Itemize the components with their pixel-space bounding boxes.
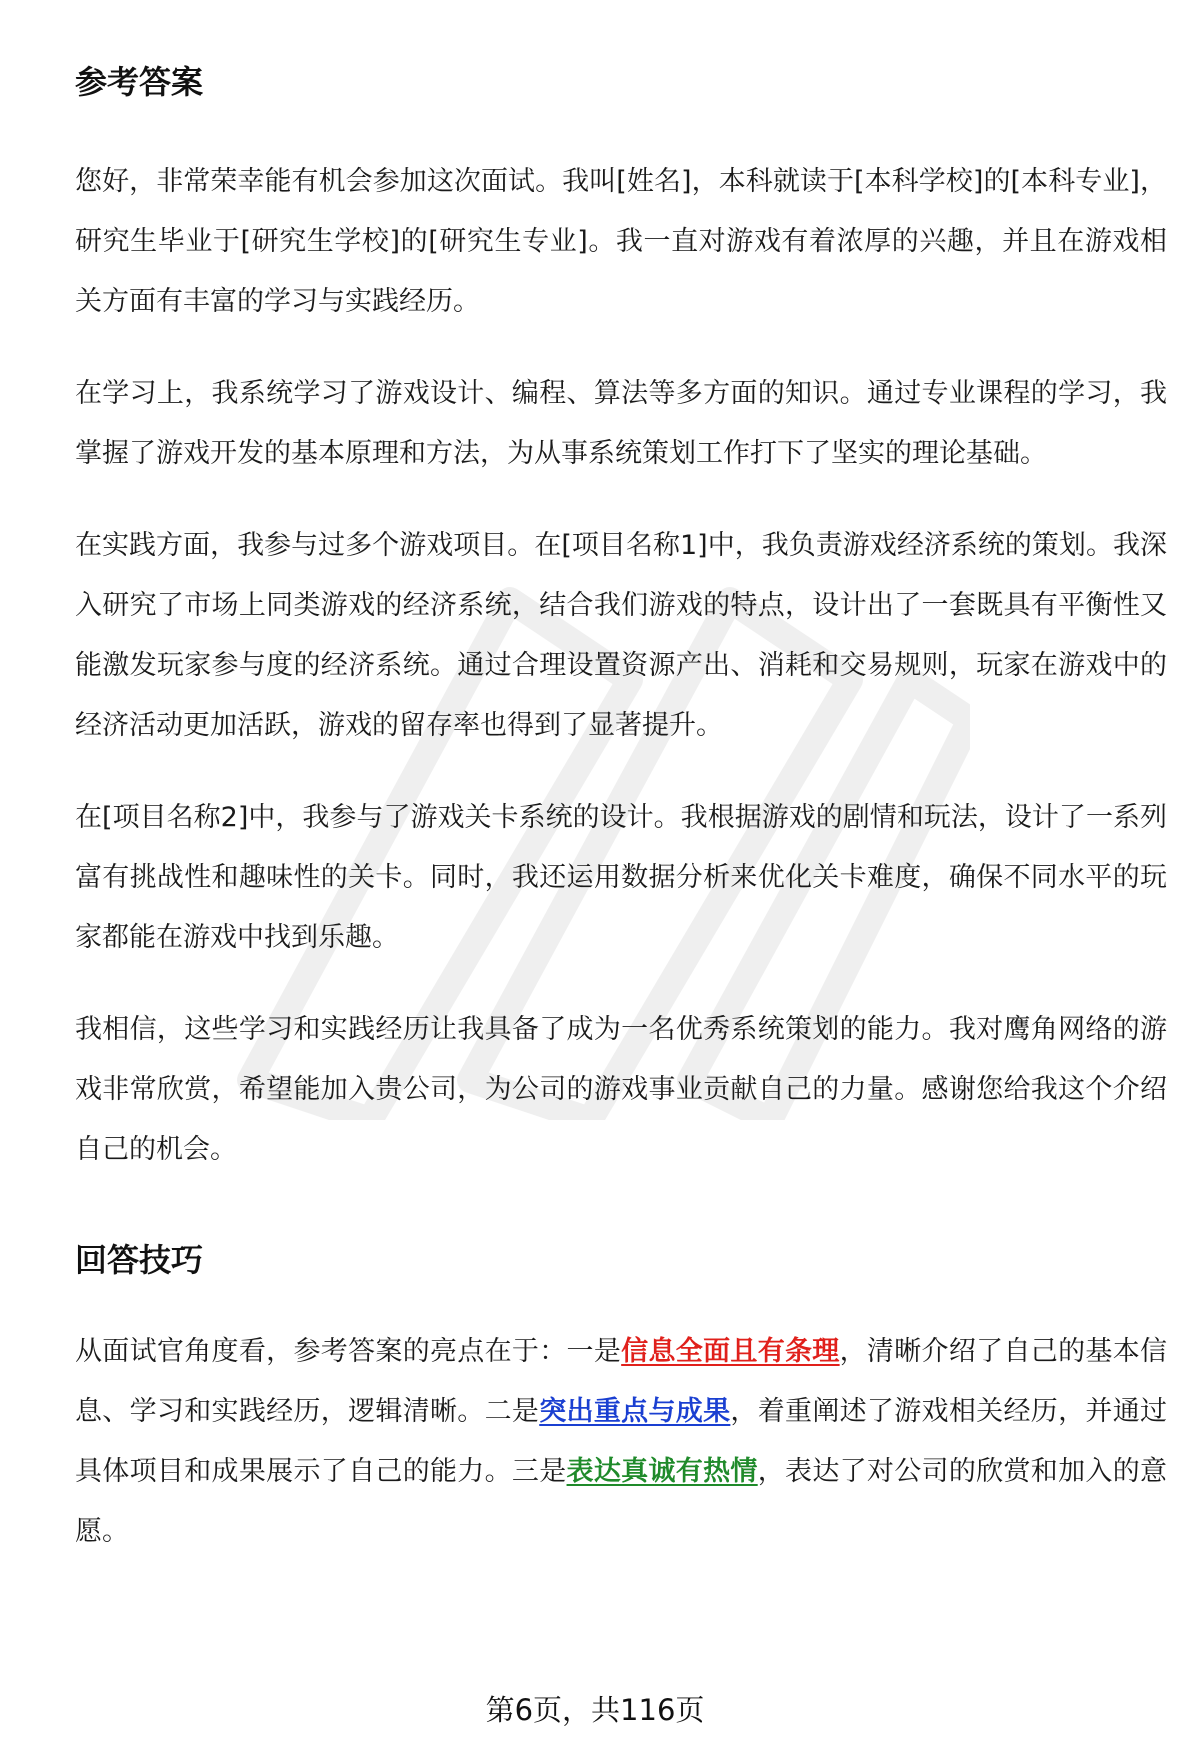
section-title-answer-tips: 回答技巧 (75, 1241, 204, 1279)
answer-paragraph: 您好，非常荣幸能有机会参加这次面试。我叫[姓名]，本科就读于[本科学校]的[本科专业]，研究生毕业于[研究生学校]的[研究生专业]。我一直对游戏有着浓厚的兴趣，并且在游戏相关方面有丰富的学习与实践经历。 (75, 166, 1167, 317)
document-body (75, 60, 1167, 1562)
section-title-reference-answer: 参考答案 (75, 63, 204, 101)
tips-paragraph (75, 1322, 1167, 1562)
highlight-red: 信息全面且有条理 (621, 1336, 840, 1367)
tips-text: 从面试官角度看，参考答案的亮点在于：一是 (75, 1336, 622, 1367)
answer-paragraph: 在[项目名称2]中，我参与了游戏关卡系统的设计。我根据游戏的剧情和玩法，设计了一系列富有挑战性和趣味性的关卡。同时，我还运用数据分析来优化关卡难度，确保不同水平的玩家都能在游戏中找到乐趣。 (75, 802, 1167, 953)
page-number-footer: 第6页，共116页 (485, 1693, 705, 1727)
tips-text: ，清晰介绍了自己的基本信息、学习和实践经历，逻辑清晰。二是 (75, 1336, 1168, 1427)
highlight-blue: 突出重点与成果 (539, 1396, 731, 1427)
tips-text: ，表达了对公司的欣赏和加入的意愿。 (75, 1456, 1168, 1547)
answer-paragraph: 在学习上，我系统学习了游戏设计、编程、算法等多方面的知识。通过专业课程的学习，我掌握了游戏开发的基本原理和方法，为从事系统策划工作打下了坚实的理论基础。 (75, 378, 1167, 469)
answer-paragraph: 在实践方面，我参与过多个游戏项目。在[项目名称1]中，我负责游戏经济系统的策划。我深入研究了市场上同类游戏的经济系统，结合我们游戏的特点，设计出了一套既具有平衡性又能激发玩家参与度的经济系统。通过合理设置资源产出、消耗和交易规则，玩家在游戏中的经济活动更加活跃，游戏的留存率也得到了显著提升。 (75, 530, 1167, 741)
answer-paragraph: 我相信，这些学习和实践经历让我具备了成为一名优秀系统策划的能力。我对鹰角网络的游戏非常欣赏，希望能加入贵公司，为公司的游戏事业贡献自己的力量。感谢您给我这个介绍自己的机会。 (75, 1014, 1167, 1165)
highlight-green: 表达真诚有热情 (566, 1456, 758, 1487)
tips-text: ，着重阐述了游戏相关经历，并通过具体项目和成果展示了自己的能力。三是 (75, 1396, 1168, 1487)
